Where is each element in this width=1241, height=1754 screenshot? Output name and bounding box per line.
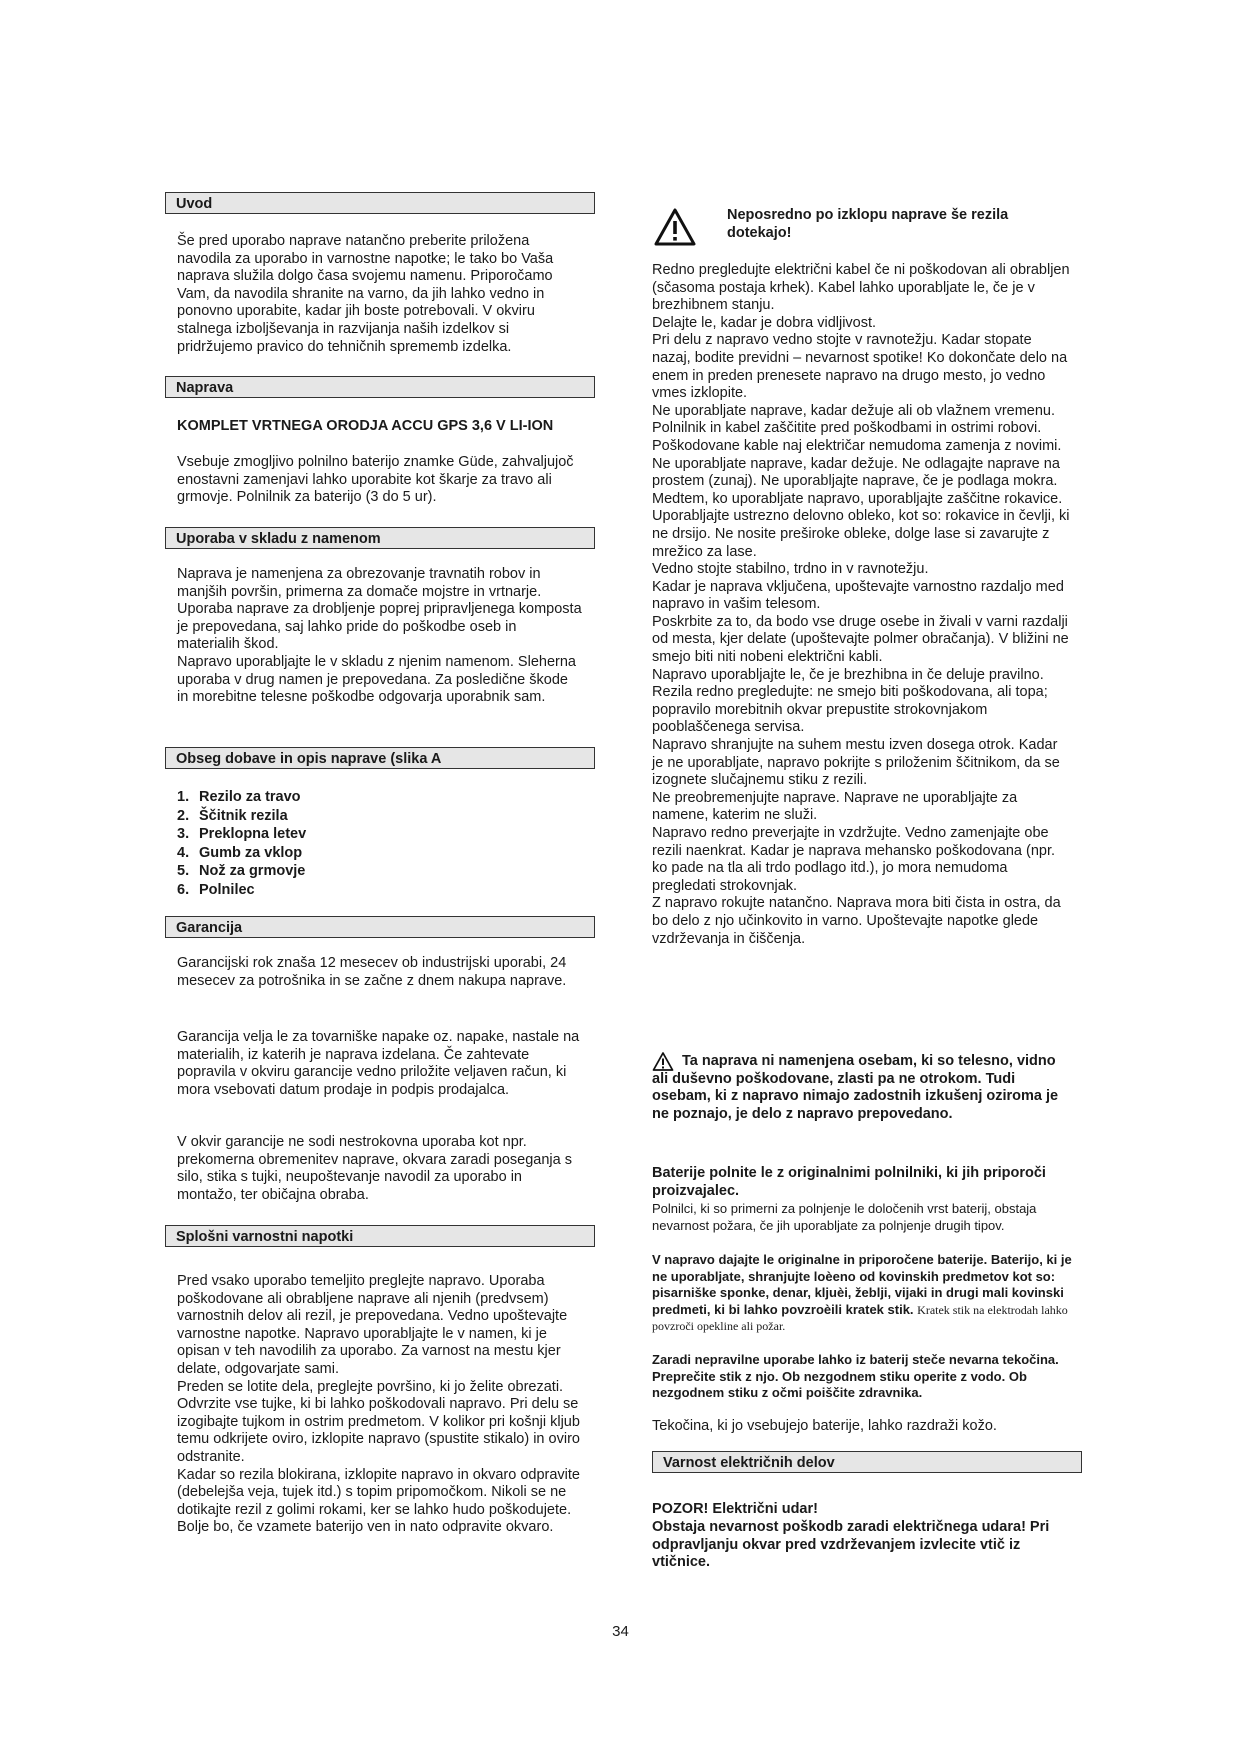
heading-uporaba: Uporaba v skladu z namenom: [165, 527, 595, 549]
list-item: 5. Nož za grmovje: [177, 863, 306, 879]
battery-last-text: Tekočina, ki jo vsebujejo baterije, lahko razdraži kožo.: [652, 1418, 997, 1434]
varnost-text: Obstaja nevarnost poškodb zaradi električnega udara! Pri odpravljanju okvar pred vzdrževanjem izvlecite vtič iz vtičnice.: [652, 1519, 1050, 1571]
list-item: 1. Rezilo za travo: [177, 789, 301, 805]
uporaba-text: Naprava je namenjena za obrezovanje travnatih robov in manjših površin, primerna za domače mojstre in vrtnarje. Uporaba naprave za drobljenje poprej pripravljenega komposta je prepovedana, saj lahko pride do poškodbe oseb in materialih škod. Napravo uporabljajte le v skladu z njenim namenom. Sleherna uporaba v drug namen je prepovedana. Za posledične škode in morebitne telesne poškodbe odgovarja uporabnik sam.: [177, 566, 582, 706]
list-item: 6. Polnilec: [177, 881, 255, 898]
naprava-text: Vsebuje zmogljivo polnilno baterijo znamke Güde, zahvaljujoč enostavni zamenjavi lahko uporabite kot škarje za travo ali grmovje. Polnilnik za baterijo (3 do 5 ur).: [177, 454, 574, 506]
pozor-text: POZOR! Električni udar!: [652, 1501, 818, 1517]
heading-splosni: Splošni varnostni napotki: [165, 1225, 595, 1247]
garancija-p2: Garancija velja le za tovarniške napake oz. napake, nastale na materialih, iz katerih je naprava izdelana. Če zahtevate popravila v okviru garancije vedno priložite veljaven račun, ki mora vsebovati datum prodaje in podpis prodajalca.: [177, 1029, 580, 1098]
list-item: 3. Preklopna letev: [177, 826, 307, 842]
product-title: KOMPLET VRTNEGA ORODJA ACCU GPS 3,6 V LI-ION: [177, 418, 554, 434]
warning-triangle-icon: [654, 208, 696, 246]
warning-top-text: Neposredno po izklopu naprave še rezila dotekajo!: [727, 207, 1009, 241]
heading-obseg: Obseg dobave in opis naprave (slika A: [165, 747, 595, 769]
battery-bold-text: V napravo dajajte le originalne in priporočene baterije. Baterijo, ki je ne uporabljate, shranjujte loèeno od kovinskih predmetov kot so: pisarniške sponke, denar, kljuèi, žeblji, vijaki in drugi mali kovinski predmeti, ki bi lahko povzroèili kratek stik. Kratek stik na elektrodah lahko povzroči opekline ali požar.: [652, 1252, 1072, 1333]
splosni-text: Pred vsako uporabo temeljito preglejte napravo. Uporaba poškodovane ali obrabljene naprave ali njenih (predvsem) varnostnih delov ali rezil, je prepovedana. Vedno upoštevajte varnostne napotke. Napravo uporabljajte le v namen, ki je opisan v teh navodilih za uporabo. Za varnost na mestu kjer delate, odgovarjate sami. Preden se lotite dela, preglejte površino, ki jo želite obrezati. Odvrzite vse tujke, ki bi lahko poškodovali napravo. Pri delu se izogibajte tujkom in ostrim predmetom. V kolikor pri košnji kljub temu odkrijete oviro, izklopite napravo (spustite stikalo) in oviro odstranite. Kadar so rezila blokirana, izklopite napravo in okvaro odpravite (debelejša veja, tujek itd.) s topim pripomočkom. Nikoli se ne dotikajte rezil z golimi rokami, ker se lahko hudo poškodujete. Bolje bo, če vzamete baterijo ven in nato odpravite okvaro.: [177, 1273, 580, 1536]
battery-small-text: Polnilci, ki so primerni za polnjenje le določenih vrst baterij, obstaja nevarnost požara, če jih uporabljate za polnjenje drugih tipov.: [652, 1201, 1037, 1233]
list-item: 2. Ščitnik rezila: [177, 807, 288, 824]
garancija-p1: Garancijski rok znaša 12 mesecev ob industrijski uporabi, 24 mesecev za potrošnika in se začne z dnem nakupa naprave.: [177, 955, 567, 989]
uvod-text: Še pred uporabo naprave natančno preberite priložena navodila za uporabo in varnostne napotke; le tako bo Vaša naprava služila dolgo časa svojemu namenu. Priporočamo Vam, da navodila shranite na varno, da jih lahko vedno in ponovno uporabite, kadar jih boste potrebovali. V okviru stalnega izboljševanja in razvijanja naših izdelkov si pridržujemo pravico do tehničnih sprememb izdelka.: [177, 233, 554, 355]
heading-garancija: Garancija: [165, 916, 595, 938]
battery-title: Baterije polnite le z originalnimi polnilniki, ki jih priporoči proizvajalec.: [652, 1165, 1046, 1199]
warning-persons-text: Ta naprava ni namenjena osebam, ki so telesno, vidno ali duševno poškodovane, zlasti pa ne otrokom. Tudi osebam, ki z napravo nimajo zadostnih izkušenj oziroma je ne poznajo, je delo z napravo prepovedano.: [652, 1053, 1059, 1122]
battery-bold-text-2: Zaradi nepravilne uporabe lahko iz baterij steče nevarna tekočina. Preprečite stik z njo. Ob nezgodnem stiku operite z vodo. Ob nezgodnem stiku z očmi poiščite zdravnika.: [652, 1352, 1059, 1400]
page-number: 34: [612, 1623, 629, 1640]
heading-uvod: Uvod: [165, 192, 595, 214]
parts-list: [177, 788, 477, 899]
list-item: 4. Gumb za vklop: [177, 844, 303, 861]
heading-varnost: Varnost električnih delov: [652, 1451, 1082, 1473]
safety-main-text: Redno pregledujte električni kabel če ni poškodovan ali obrabljen (sčasoma postaja krhek). Kabel lahko uporabljate le, če je v brezhibnem stanju. Delajte le, kadar je dobra vidljivost. Pri delu z napravo vedno stojte v ravnotežju. Kadar stopate nazaj, bodite previdni – nevarnost spotike! Ko dokončate delo na enem in preden prenesete napravo na drugo mesto, jo vedno vmes izklopite. Ne uporabljate naprave, kadar dežuje ali ob vlažnem vremenu. Polnilnik in kabel zaščitite pred poškodbami in ostrimi robovi. Poškodovane kable naj električar nemudoma zamenja z novimi. Ne uporabljate naprave, kadar dežuje. Ne odlagajte naprave na prostem (zunaj). Ne uporabljajte naprave, če je podlaga mokra. Medtem, ko uporabljate napravo, uporabljajte zaščitne rokavice. Uporabljajte ustrezno delovno obleko, kot so: rokavice in čevlji, ki ne drsijo. Ne nosite preširoke obleke, dolge lase si zavarujte z mrežico za lase. Vedno stojte stabilno, trdno in v ravnotežju. Kadar je naprava vključena, upoštevajte varnostno razdaljo med napravo in vašim telesom. Poskrbite za to, da bodo vse druge osebe in živali v varni razdalji od mesta, kjer delate (upoštevajte polmer obračanja). V bližini ne smejo biti niti nobeni električni kabli. Napravo uporabljajte le, če je brezhibna in če deluje pravilno. Rezila redno pregledujte: ne smejo biti poškodovana, ali topa; popravilo morebitnih okvar prepustite strokovnjakom pooblaščenega servisa. Napravo shranjujte na suhem mestu izven dosega otrok. Kadar je ne uporabljate, napravo pokrijte s priloženim ščitnikom, da se izognete slučajnemu stiku z rezili. Ne preobremenjujte naprave. Naprave ne uporabljajte za namene, katerim ne služi. Napravo redno preverjajte in vzdržujte. Vedno zamenjajte obe rezili naenkrat. Kadar je naprava mehansko poškodovana (npr. ko pade na tla ali trdo podlago itd.), jo mora nemudoma pregledati strokovnjak. Z napravo rokujte natančno. Naprava mora biti čista in ostra, da bo delo z njo učinkovito in varno. Upoštevajte napotke glede vzdrževanja in čiščenja.: [652, 262, 1070, 947]
garancija-p3: V okvir garancije ne sodi nestrokovna uporaba kot npr. prekomerna obremenitev naprave, okvara zaradi poseganja s silo, stika s tujki, neupoštevanje navodil za uporabo in montažo, ter običajna obraba.: [177, 1134, 572, 1203]
heading-naprava: Naprava: [165, 376, 595, 398]
